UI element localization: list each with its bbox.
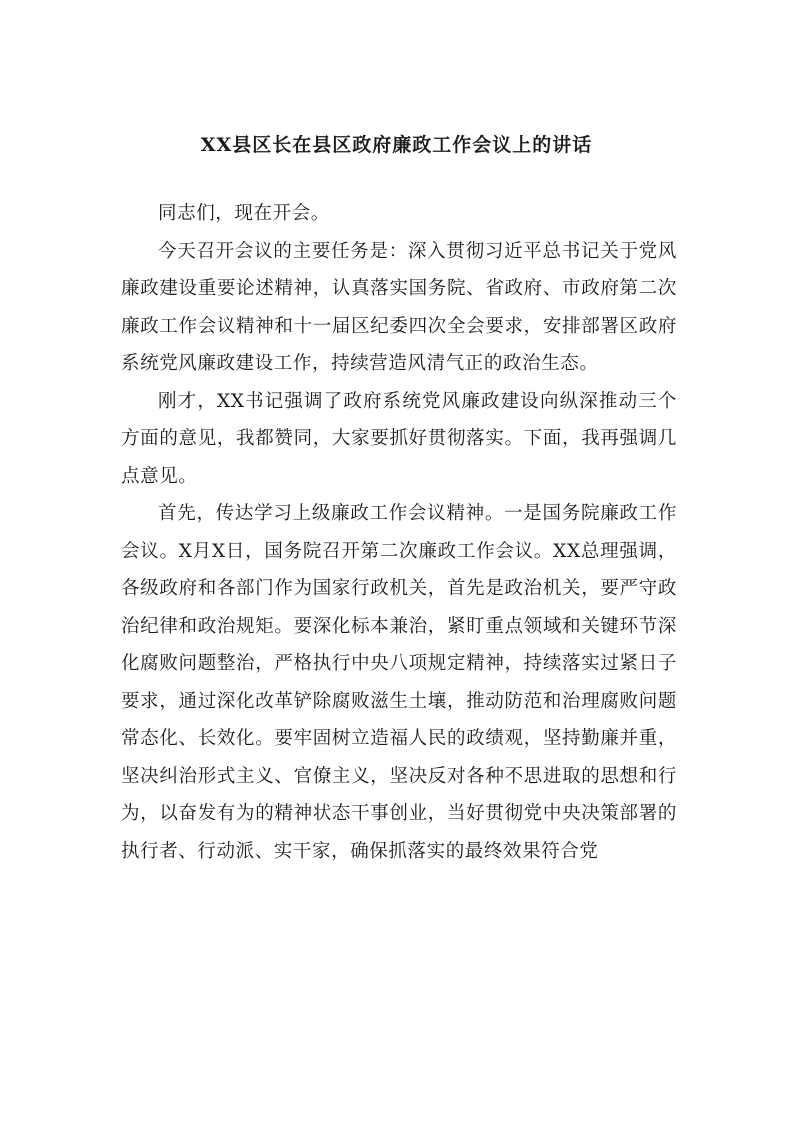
- document-body: [121, 195, 677, 870]
- paragraph-response: 刚才，XX书记强调了政府系统党风廉政建设向纵深推动三个方面的意见，我都赞同，大家要抓好贯彻落实。下面，我再强调几点意见。: [121, 390, 677, 487]
- document-title: XX县区长在县区政府廉政工作会议上的讲话: [200, 134, 593, 156]
- paragraph-opening: 同志们，现在开会。: [158, 203, 330, 224]
- paragraph-first-point: 首先，传达学习上级廉政工作会议精神。一是国务院廉政工作会议。X月X日，国务院召开第二次廉政工作会议。XX总理强调，各级政府和各部门作为国家行政机关，首先是政治机关，要严守政治纪律和政治规矩。要深化标本兼治，紧盯重点领域和关键环节深化腐败问题整治，严格执行中央八项规定精神，持续落实过紧日子要求，通过深化改革铲除腐败滋生土壤，推动防范和治理腐败问题常态化、长效化。要牢固树立造福人民的政绩观，坚持勤廉并重，坚决纠治形式主义、官僚主义，坚决反对各种不思进取的思想和行为，以奋发有为的精神状态干事创业，当好贯彻党中央决策部署的执行者、行动派、实干家，确保抓落实的最终效果符合党: [121, 503, 677, 862]
- paragraph-main-task: 今天召开会议的主要任务是：深入贯彻习近平总书记关于党风廉政建设重要论述精神，认真落实国务院、省政府、市政府第二次廉政工作会议精神和十一届区纪委四次全会要求，安排部署区政府系统党风廉政建设工作，持续营造风清气正的政治生态。: [121, 240, 677, 374]
